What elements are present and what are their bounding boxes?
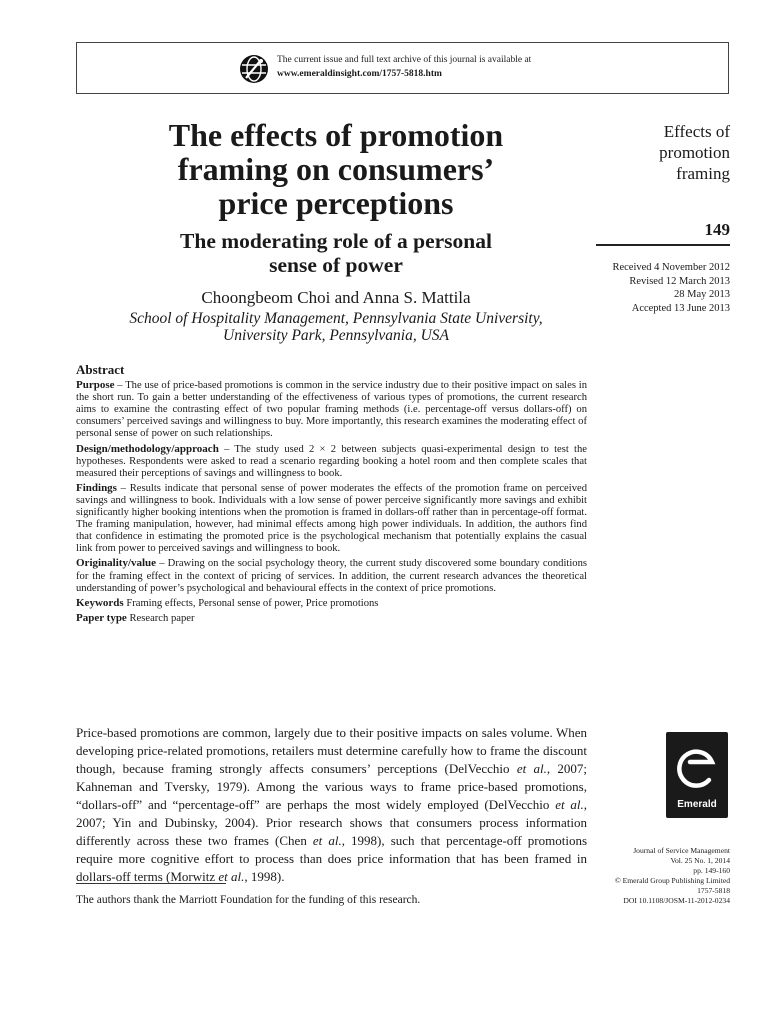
citation-etal: et al.	[516, 761, 547, 776]
keywords-label: Keywords	[76, 596, 124, 609]
journal-issn: 1757-5818	[697, 886, 730, 895]
design-label: Design/methodology/approach	[76, 442, 219, 455]
revised-date: Revised 12 March 2013	[629, 275, 730, 287]
footnote-divider	[76, 883, 226, 884]
abstract-design	[76, 443, 587, 480]
journal-pages: pp. 149-160	[693, 866, 730, 875]
abstract-keywords	[76, 597, 587, 610]
abstract-heading: Abstract	[76, 362, 125, 377]
affiliation-line: School of Hospitality Management, Pennsylvania State University,	[129, 310, 543, 327]
page-number: 149	[704, 220, 730, 239]
abstract-findings	[76, 482, 587, 556]
subtitle-line: The moderating role of a personal	[180, 229, 492, 253]
paper-type-label: Paper type	[76, 611, 127, 624]
purpose-label: Purpose	[76, 379, 115, 392]
body-paragraph	[76, 724, 587, 886]
submission-dates	[596, 261, 730, 315]
received-date: Received 4 November 2012	[612, 262, 730, 273]
title-line: framing on consumers’	[177, 151, 495, 187]
journal-volume: Vol. 25 No. 1, 2014	[670, 856, 730, 865]
emerald-wordmark: Emerald	[677, 799, 717, 810]
running-title-line: Effects of	[663, 122, 730, 141]
citation-etal: et al.	[555, 797, 584, 812]
abstract-originality	[76, 557, 587, 594]
originality-text: – Drawing on the social psychology theory, the current study discovered some boundary conditions for the framing effect in the context of pricing of services. In addition, the current research advances the theoretical understanding of power’s psychological and behavioural effects in the context of price promotions.	[76, 558, 587, 594]
journal-info	[580, 846, 730, 906]
side-divider	[596, 244, 730, 246]
globe-icon	[239, 54, 269, 84]
body-text: , 2007; Kahneman and Tversky, 1979). Among the various ways to frame price-based promotions, “dollars-off” and “percentage-off” are perhaps the most widely employed (DelVecchio	[76, 761, 587, 812]
paper-type-text: Research paper	[126, 612, 195, 624]
revised-date: 28 May 2013	[674, 289, 730, 300]
journal-url-link[interactable]: www.emeraldinsight.com/1757-5818.htm	[277, 69, 442, 79]
abstract-paper-type	[76, 612, 587, 625]
acknowledgement-footnote: The authors thank the Marriott Foundation for the funding of this research.	[76, 894, 421, 906]
running-title-line: framing	[676, 164, 730, 183]
body-text: , 2007; Yin and Dubinsky, 2004). Prior research shows that consumers process information differently across these two frames (Chen	[76, 797, 587, 848]
banner-text: The current issue and full text archive of this journal is available at	[277, 55, 532, 65]
article-subtitle	[76, 229, 596, 277]
design-text: – The study used 2 × 2 between subjects quasi-experimental design to test the hypotheses. Respondents were asked to read a scenario regarding booking a hotel room and then complete scales that measured their perceptions of savings and willingness to book.	[76, 443, 587, 479]
journal-name: Journal of Service Management	[633, 846, 730, 855]
journal-availability-banner	[76, 42, 729, 94]
purpose-text: – The use of price-based promotions is common in the service industry due to their positive impact on sales in the short run. To gain a better understanding of the effectiveness of various types of promotions, the current research aims to examine the contrasting effect of two popular framing methods (i.e. percentage-off versus dollars-off) on consumers’ perceived savings and willingness to buy. More importantly, this research examines the moderating effect of personal sense of power on such relationships.	[76, 380, 587, 440]
title-line: The effects of promotion	[168, 117, 504, 153]
journal-copyright: © Emerald Group Publishing Limited	[614, 876, 730, 885]
body-text: , 1998).	[244, 869, 285, 884]
citation-etal: et al.	[312, 833, 342, 848]
findings-label: Findings	[76, 481, 117, 494]
originality-label: Originality/value	[76, 557, 157, 570]
running-title-line: promotion	[659, 143, 730, 162]
subtitle-line: sense of power	[269, 253, 403, 277]
running-title	[596, 121, 730, 184]
body-text: , 1998), such that percentage-off promotions require more cognitive effort to process than does price information that has been framed in dollars-off terms (Morwitz	[76, 833, 588, 884]
abstract-purpose	[76, 379, 587, 440]
findings-text: – Results indicate that personal sense of power moderates the effects of the promotion frame on perceived savings and willingness to book. Individuals with a low sense of power perceive significantly more savings and exhibit significantly higher booking intentions when the promotion is framed in dollars-off rather than in percentage-off format. The framing manipulation, however, had minimal effects among high power individuals. In addition, the authors find that confidence in estimating the promoted price is the psychological mechanism that potentially explains the casual link from power to perceived savings and willingness to book.	[76, 482, 587, 555]
accepted-date: Accepted 13 June 2013	[631, 302, 730, 314]
journal-doi: DOI 10.1108/JOSM-11-2012-0234	[623, 896, 730, 905]
affiliation-line: University Park, Pennsylvania, USA	[223, 327, 449, 344]
body-text: Price-based promotions are common, largely due to their positive impacts on sales volume. When developing price-related promotions, retailers must determine carefully how to frame the discount though, because framing strongly affects consumers’ perceptions (DelVecchio	[76, 725, 587, 776]
title-line: price perceptions	[218, 185, 454, 221]
abstract	[76, 364, 587, 627]
article-title	[76, 118, 596, 220]
affiliation	[76, 310, 596, 344]
citation-etal: et al.	[218, 869, 245, 884]
authors: Choongbeom Choi and Anna S. Mattila	[201, 288, 471, 307]
keywords-text: Framing effects, Personal sense of power, Price promotions	[123, 597, 379, 609]
